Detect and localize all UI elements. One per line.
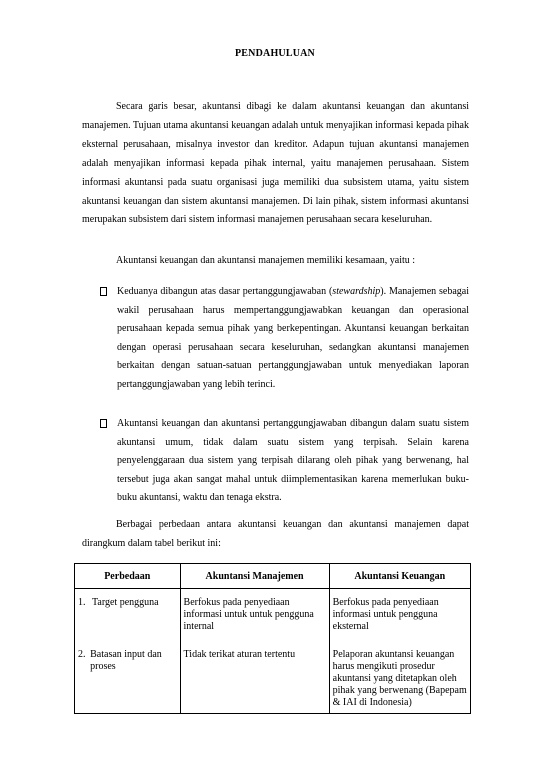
bullet-1-text-after: ). Manajemen sebagai wakil perusahaan harus mempertanggungjawabkan keuangan dan operasional perusahaan kepada semua pihak yang berkepentingan. Akuntansi keuangan berkaitan dengan operasi perusahaan secara keseluruhan, sedangkan akuntansi manajemen berkaitan dengan satuan-satuan pertanggungjawaban untuk menyediakan laporan pertanggungjawaban yang lebih terinci. — [117, 286, 469, 390]
paragraph-3-text: Berbagai perbedaan antara akuntansi keuangan dan akuntansi manajemen dapat dirangkum dalam tabel berikut ini: — [82, 519, 469, 549]
cell-aspect — [75, 589, 181, 650]
comparison-table — [74, 563, 471, 714]
cell-keuangan: Berfokus pada penyediaan informasi untuk pengguna eksternal — [329, 589, 470, 650]
header-akuntansi-manajemen: Akuntansi Manajemen — [180, 564, 329, 589]
similarities-intro: Akuntansi keuangan dan akuntansi manajemen memiliki kesamaan, yaitu : — [116, 255, 416, 266]
bullet-1-italic-term: stewardship — [332, 286, 381, 297]
cell-manajemen: Tidak terikat aturan tertentu — [180, 649, 329, 714]
cell-manajemen: Berfokus pada penyediaan informasi untuk untuk pengguna internal — [180, 589, 329, 650]
bullet-item-1 — [100, 283, 469, 395]
bullet-2-text: Akuntansi keuangan dan akuntansi pertanggungjawaban dibangun dalam suatu sistem akuntansi umum, tidak dalam suatu sistem yang terpisah. Selain karena penyelenggaraan dua sistem yang terpisah dilarang oleh pihak yang berwenang, hal tersebut juga akan sangat mahal untuk diimplementasikan karena memerlukan buku-buku akuntansi, waktu dan tenaga ekstra. — [117, 418, 469, 504]
aspect-label: Target pengguna — [92, 597, 159, 608]
bullet-1-text-before: Keduanya dibangun atas dasar pertanggungjawaban ( — [117, 286, 333, 297]
table-row — [75, 589, 471, 650]
cell-keuangan: Pelaporan akuntansi keuangan harus mengikuti prosedur akuntansi yang ditetapkan oleh pihak yang berwenang (Bapepam & IAI di Indonesia) — [329, 649, 470, 714]
table-row — [75, 649, 471, 714]
bullet-item-2 — [100, 415, 469, 508]
bullet-1-text — [117, 283, 469, 395]
paragraph-table-intro — [82, 516, 469, 553]
aspect-label: Batasan input dan proses — [90, 649, 162, 672]
bullet-box-icon — [100, 419, 107, 428]
row-number: 2. — [78, 649, 86, 660]
row-number: 1. — [78, 597, 86, 608]
paragraph-1-text: Secara garis besar, akuntansi dibagi ke dalam akuntansi keuangan dan akuntansi manajemen. Tujuan utama akuntansi keuangan adalah untuk menyajikan informasi kepada pihak eksternal perusahaan, misalnya investor dan kreditor. Adapun tujuan akuntansi manajemen adalah menyajikan informasi kepada pihak internal, yaitu manajemen perusahaan. Sistem informasi akuntansi pada suatu organisasi juga memiliki dua subsistem utama, yaitu sistem akuntansi keuangan dan sistem akuntansi manajemen. Di lain pihak, sistem informasi akuntansi merupakan subsistem dari sistem informasi manajemen perusahaan secara keseluruhan. — [82, 101, 469, 226]
cell-aspect — [75, 649, 181, 714]
header-perbedaan: Perbedaan — [75, 564, 181, 589]
header-akuntansi-keuangan: Akuntansi Keuangan — [329, 564, 470, 589]
bullet-box-icon — [100, 287, 107, 296]
table-header-row — [75, 564, 471, 589]
paragraph-intro-accounting — [82, 98, 469, 230]
page-title: PENDAHULUAN — [235, 48, 315, 59]
